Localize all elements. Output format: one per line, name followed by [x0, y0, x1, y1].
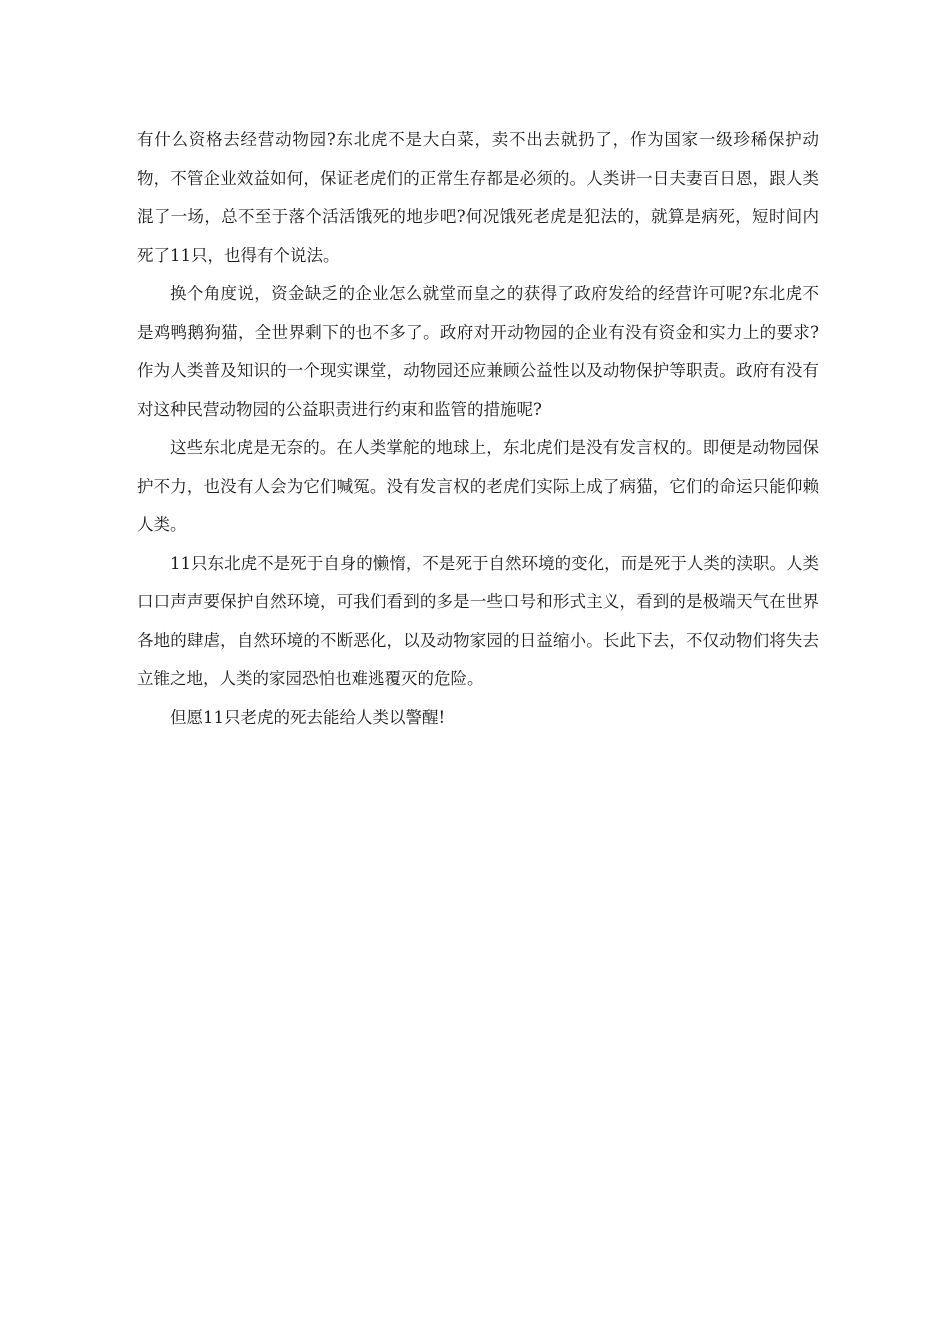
paragraph-5: 但愿11只老虎的死去能给人类以警醒! — [170, 707, 446, 727]
paragraph-2: 换个角度说，资金缺乏的企业怎么就堂而皇之的获得了政府发给的经营许可呢?东北虎不是鸡鸭鹅狗猫，全世界剩下的也不多了。政府对开动物园的企业有没有资金和实力上的要求?作为人类普及知识的一个现实课堂，动物园还应兼顾公益性以及动物保护等职责。政府有没有对这种民营动物园的公益职责进行约束和监管的措施呢? — [137, 284, 819, 419]
article-body — [137, 121, 819, 737]
paragraph-4: 11只东北虎不是死于自身的懒惰，不是死于自然环境的变化，而是死于人类的渎职。人类口口声声要保护自然环境，可我们看到的多是一些口号和形式主义，看到的是极端天气在世界各地的肆虐，自然环境的不断恶化，以及动物家园的日益缩小。长此下去，不仅动物们将失去立锥之地，人类的家园恐怕也难逃覆灭的危险。 — [137, 553, 819, 688]
paragraph-1: 有什么资格去经营动物园?东北虎不是大白菜，卖不出去就扔了，作为国家一级珍稀保护动物，不管企业效益如何，保证老虎们的正常生存都是必须的。人类讲一日夫妻百日恩，跟人类混了一场，总不至于落个活活饿死的地步吧?何况饿死老虎是犯法的，就算是病死，短时间内死了11只，也得有个说法。 — [137, 130, 819, 265]
paragraph-3: 这些东北虎是无奈的。在人类掌舵的地球上，东北虎们是没有发言权的。即便是动物园保护不力，也没有人会为它们喊冤。没有发言权的老虎们实际上成了病猫，它们的命运只能仰赖人类。 — [137, 438, 819, 534]
